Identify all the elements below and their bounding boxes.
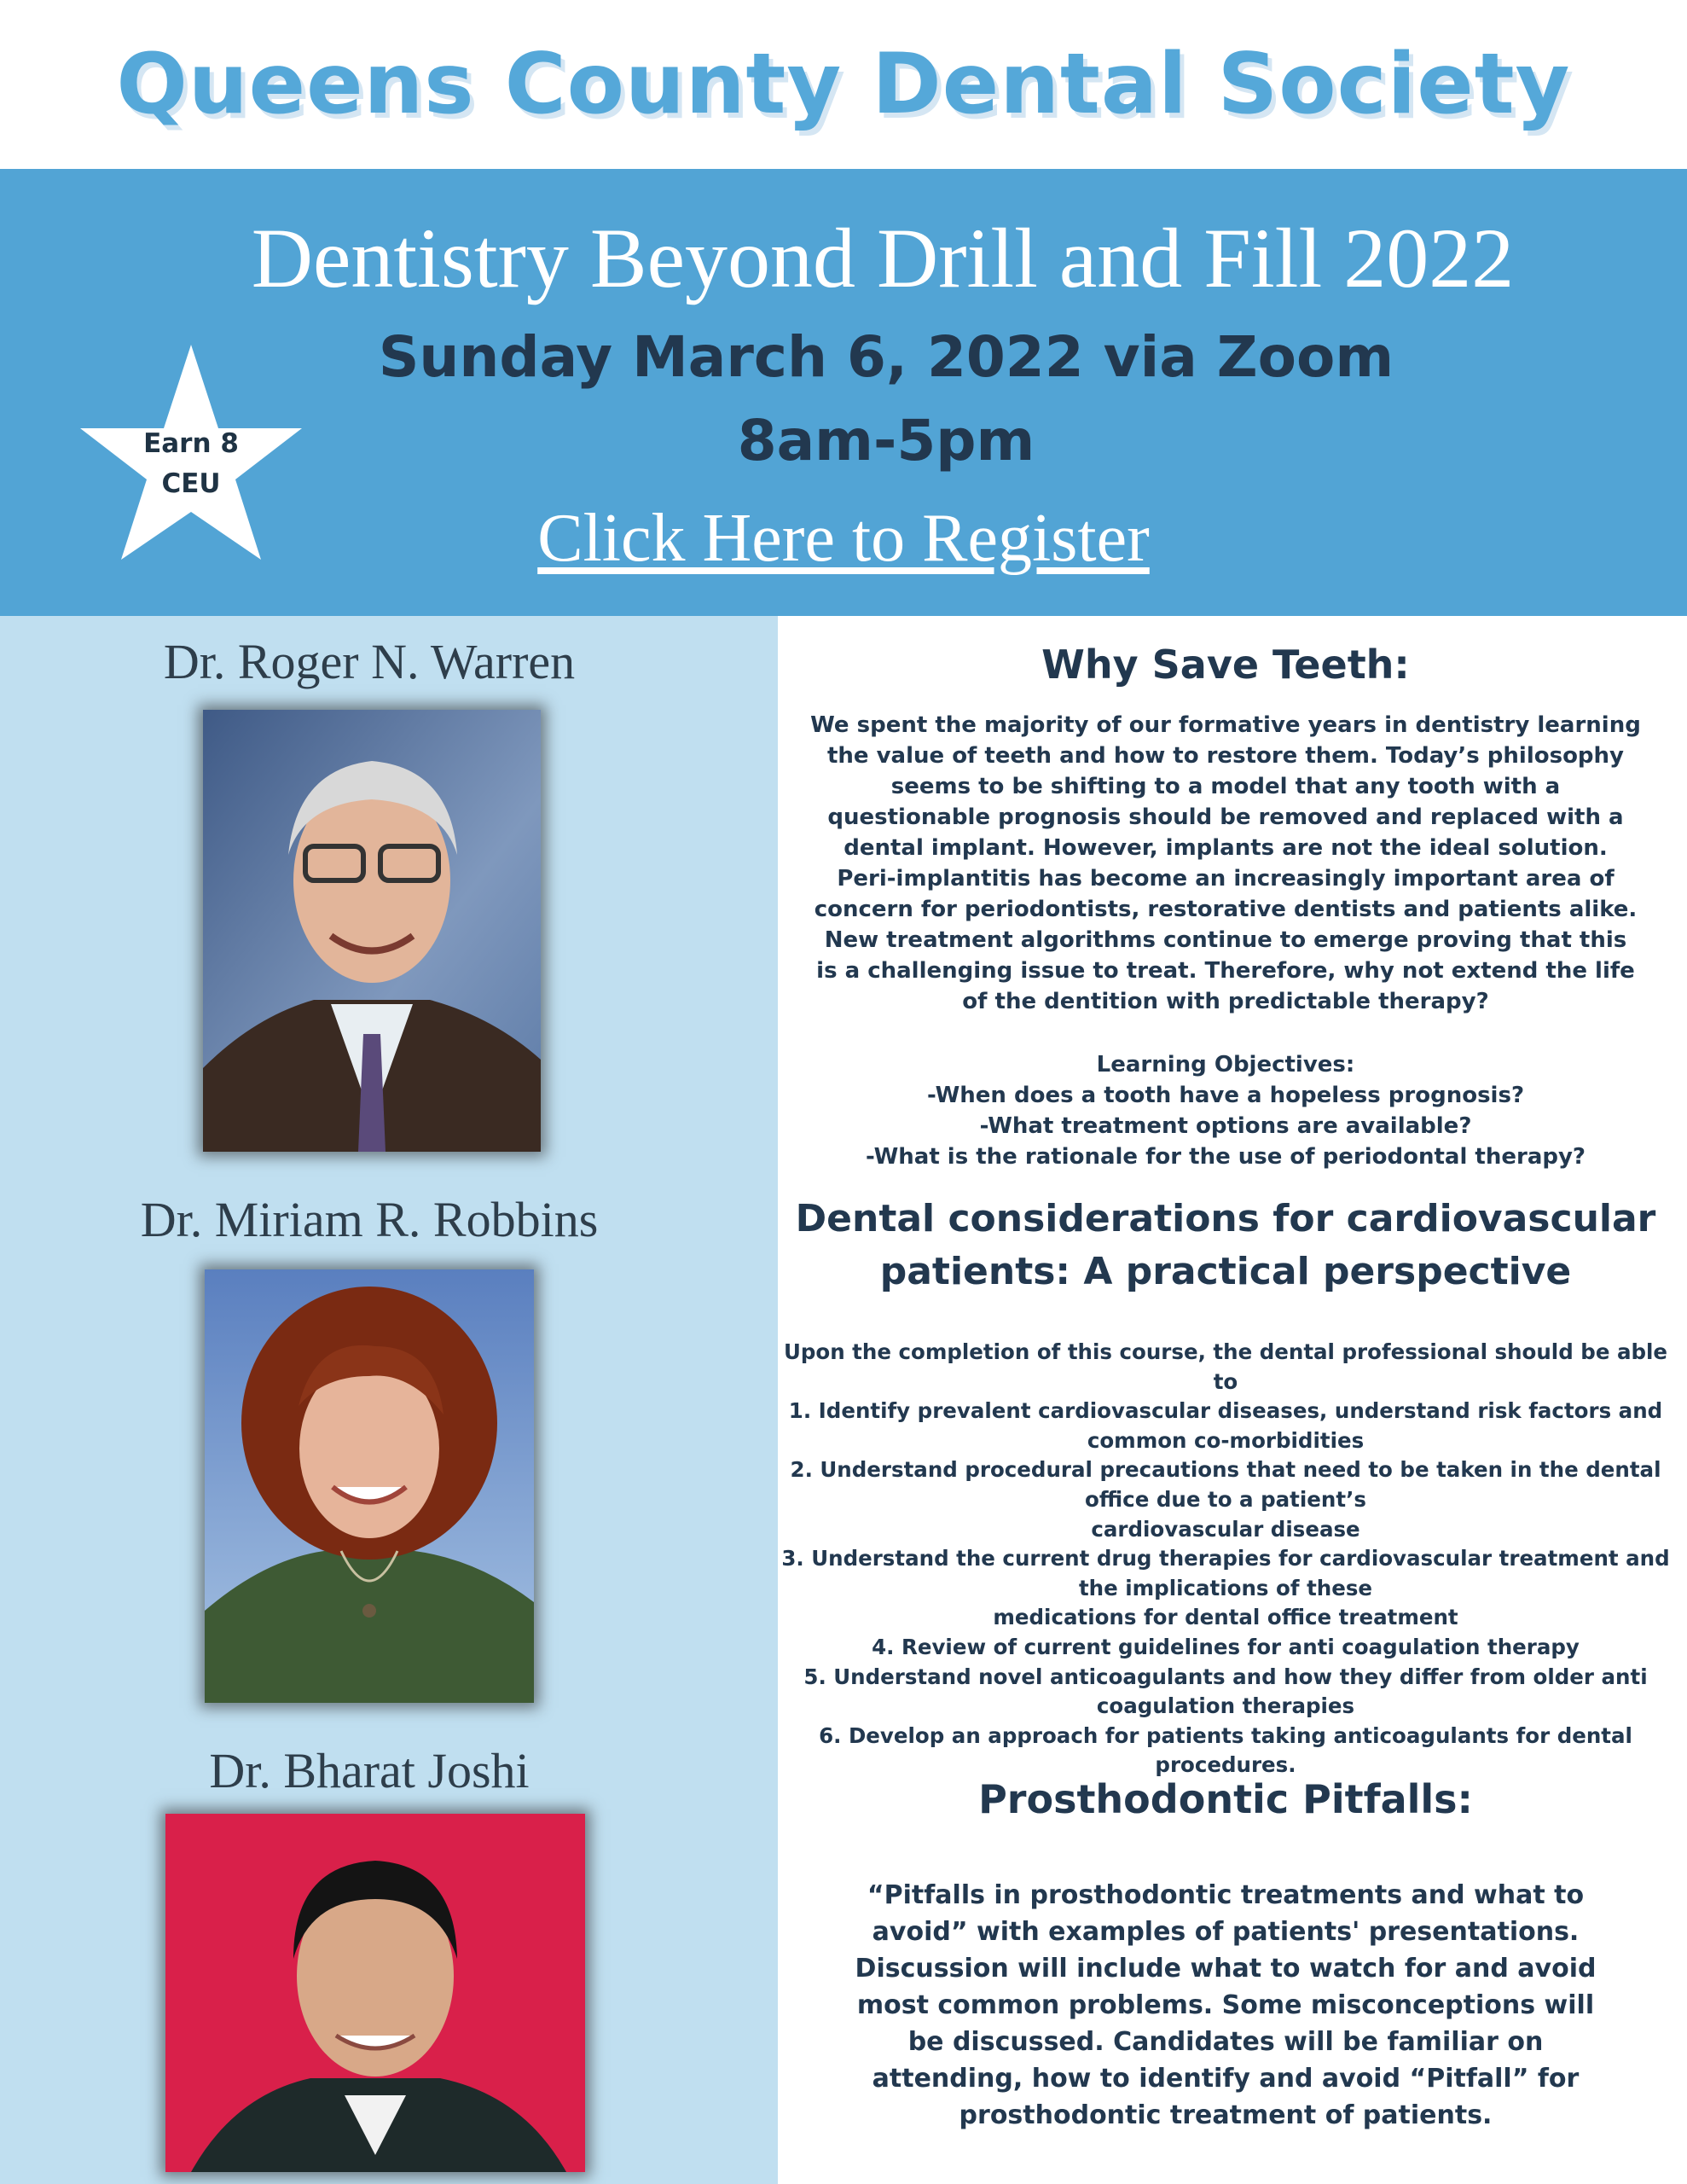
section-heading-cardiovascular: Dental considerations for cardiovascular patients: A practical perspective xyxy=(795,1197,1656,1293)
section-heading-prosthodontic-pitfalls: Prosthodontic Pitfalls: xyxy=(978,1776,1473,1822)
section-heading-why-save-teeth: Why Save Teeth: xyxy=(1041,642,1410,688)
speaker-photo-robbins xyxy=(205,1269,534,1703)
section-body-why-save-teeth: We spent the majority of our formative years in dentistry learning the value of teeth and how to restore them. Today’s philosophy seems to be shifting to a model that any tooth with a questionable prognosis should be removed and replaced with a dental implant. However, implants are not the ideal solution. Peri-implantitis has become an increasingly important area of concern for periodontists, restorative dentists and patients alike. New treatment algorithms continue to emerge proving that this is a challenging issue to treat. Therefore, why not extend the life of the dentition with predictable therapy? xyxy=(810,712,1641,1014)
section-body-cardiovascular: Upon the completion of this course, the dental professional should be able to 1. Identify prevalent cardiovascular diseases, understand risk factors and common co-morbidities 2. Understand procedural precautions that need to be taken in the dental office due to a patient’s cardiovascular disease 3. Understand the current drug therapies for cardiovascular treatment and the implications of these medications for dental office treatment 4. Review of current guidelines for anti coagulation therapy 5. Understand novel anticoagulants and how they differ from older anti coagulation therapies 6. Develop an approach for patients taking anticoagulants for dental procedures. xyxy=(781,1339,1670,1778)
speaker-name-joshi: Dr. Bharat Joshi xyxy=(209,1743,530,1798)
speaker-photo-joshi xyxy=(165,1814,585,2172)
speaker-name-robbins: Dr. Miriam R. Robbins xyxy=(140,1192,599,1247)
ceu-badge-text: Earn 8 CEU xyxy=(143,428,239,499)
register-link[interactable]: Click Here to Register xyxy=(537,501,1150,576)
event-title: Dentistry Beyond Drill and Fill 2022 xyxy=(251,211,1515,305)
speaker-name-warren: Dr. Roger N. Warren xyxy=(163,634,576,689)
learning-objectives: Learning Objectives: -When does a tooth have a hopeless prognosis? -What treatment options are available? -What is the rationale for the use of periodontal therapy? xyxy=(865,1052,1586,1170)
organization-title: Queens County Dental Society xyxy=(116,36,1571,133)
section-body-prosthodontic-pitfalls: “Pitfalls in prosthodontic treatments and what to avoid” with examples of patients' presentations. Discussion will include what to watch for and avoid most common problems. Some misconceptions will be discussed. Candidates will be familiar on attending, how to identify and avoid “Pitfall” for prosthodontic treatment of patients. xyxy=(855,1880,1597,2130)
event-date: Sunday March 6, 2022 via Zoom xyxy=(378,324,1394,390)
event-time: 8am-5pm xyxy=(737,408,1035,473)
speaker-photo-warren xyxy=(203,710,541,1152)
